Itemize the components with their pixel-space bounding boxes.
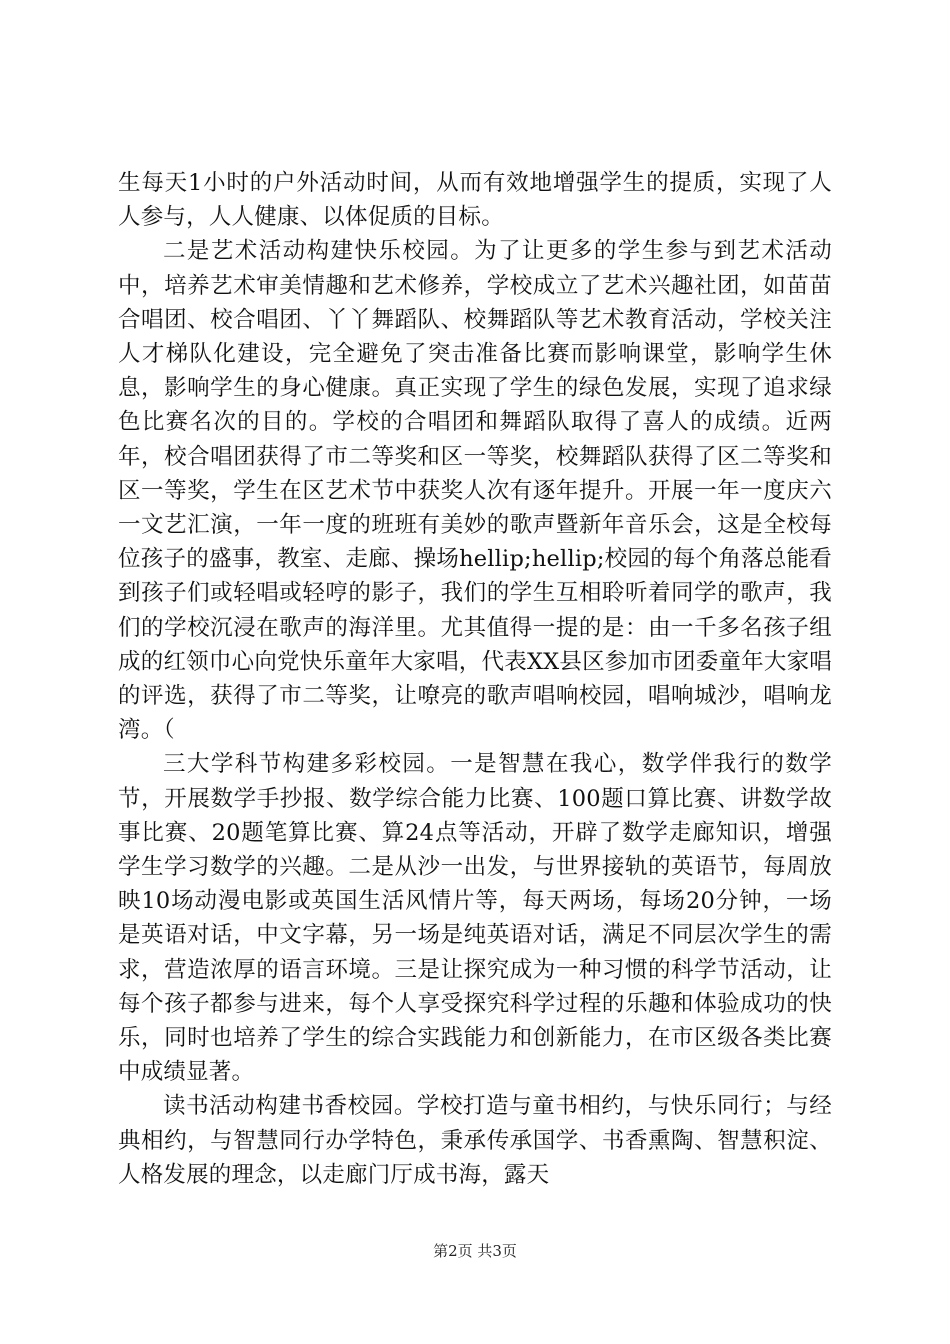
- paragraph-1: 生每天1小时的户外活动时间，从而有效地增强学生的提质，实现了人人参与，人人健康、以体促质的目标。: [118, 170, 832, 231]
- paragraph-3: 三大学科节构建多彩校园。一是智慧在我心，数学伴我行的数学节，开展数学手抄报、数学综合能力比赛、100题口算比赛、讲数学故事比赛、20题笔算比赛、算24点等活动，开辟了数学走廊知识，增强学生学习数学的兴趣。二是从沙一出发，与世界接轨的英语节，每周放映10场动漫电影或英国生活风情片等，每天两场，每场20分钟，一场是英语对话，中文字幕，另一场是纯英语对话，满足不同层次学生的需求，营造浓厚的语言环境。三是让探究成为一种习惯的科学节活动，让每个孩子都参与进来，每个人享受探究科学过程的乐趣和体验成功的快乐，同时也培养了学生的综合实践能力和创新能力，在市区级各类比赛中成绩显著。: [118, 751, 832, 1086]
- paragraph-4: 读书活动构建书香校园。学校打造与童书相约，与快乐同行；与经典相约，与智慧同行办学特色，秉承传承国学、书香熏陶、智慧积淀、人格发展的理念，以走廊门厅成书海，露天: [118, 1093, 832, 1188]
- document-body: [118, 166, 832, 1192]
- page-footer: [0, 1241, 950, 1261]
- page-number-label: 第2页 共3页: [433, 1242, 517, 1260]
- paragraph-2: 二是艺术活动构建快乐校园。为了让更多的学生参与到艺术活动中，培养艺术审美情趣和艺术修养，学校成立了艺术兴趣社团，如苗苗合唱团、校合唱团、丫丫舞蹈队、校舞蹈队等艺术教育活动，学校关注人才梯队化建设，完全避免了突击准备比赛而影响课堂，影响学生休息，影响学生的身心健康。真正实现了学生的绿色发展，实现了追求绿色比赛名次的目的。学校的合唱团和舞蹈队取得了喜人的成绩。近两年，校合唱团获得了市二等奖和区一等奖，校舞蹈队获得了区二等奖和区一等奖，学生在区艺术节中获奖人次有逐年提升。开展一年一度庆六一文艺汇演，一年一度的班班有美妙的歌声暨新年音乐会，这是全校每位孩子的盛事，教室、走廊、操场hellip;hellip;校园的每个角落总能看到孩子们或轻唱或轻哼的影子，我们的学生互相聆听着同学的歌声，我们的学校沉浸在歌声的海洋里。尤其值得一提的是：由一千多名孩子组成的红领巾心向党快乐童年大家唱，代表XX县区参加市团委童年大家唱的评选，获得了市二等奖，让嘹亮的歌声唱响校园，唱响城沙，唱响龙湾。（: [118, 238, 832, 744]
